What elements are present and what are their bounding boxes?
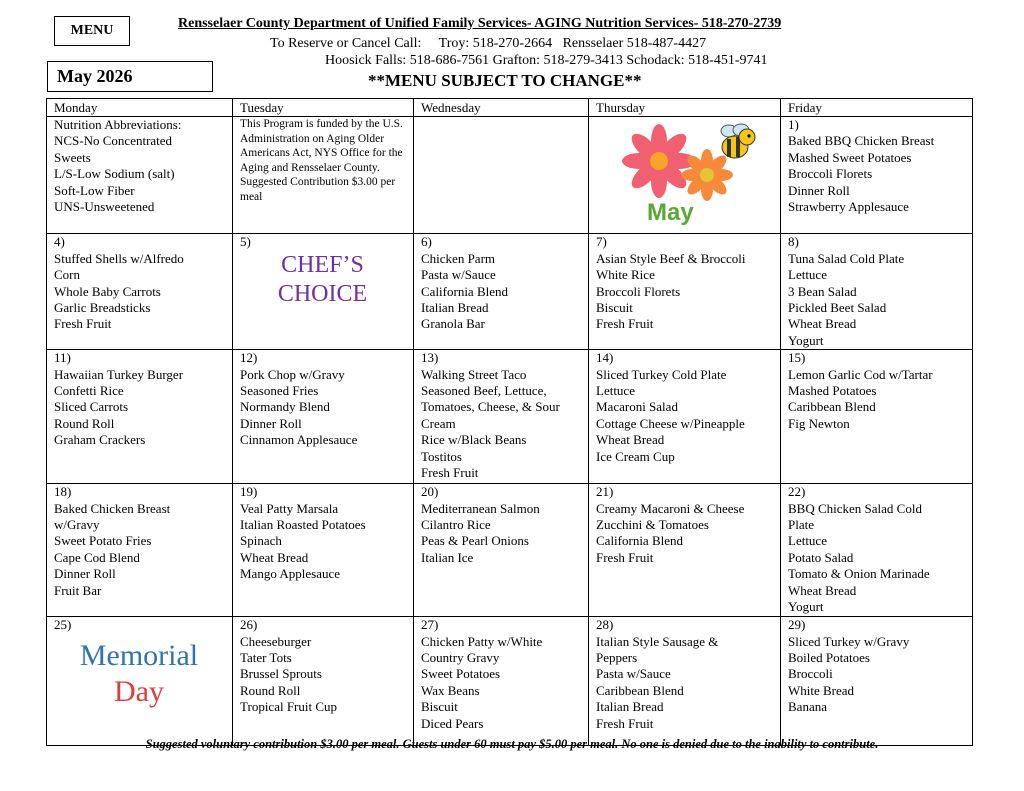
menu-item: Round Roll <box>240 682 301 698</box>
menu-item: Baked BBQ Chicken Breast <box>788 133 935 149</box>
day-cell-1 <box>781 117 973 234</box>
day-number: 20) <box>421 484 439 500</box>
day-number: 13) <box>421 350 439 366</box>
menu-item: Italian Bread <box>596 699 664 715</box>
menu-item: Ice Cream Cup <box>596 448 675 464</box>
abbreviations-cell <box>47 117 233 234</box>
menu-item: Hawaiian Turkey Burger <box>54 366 184 382</box>
menu-item: w/Gravy <box>54 517 100 533</box>
menu-item: Wheat Bread <box>596 432 665 448</box>
day-cell-14 <box>589 350 781 484</box>
menu-item: Cheeseburger <box>240 633 312 649</box>
menu-item: Graham Crackers <box>54 432 146 448</box>
menu-item: Country Gravy <box>421 650 500 666</box>
chefs-choice-line-2: CHOICE <box>277 280 368 307</box>
menu-label: MENU <box>70 23 114 38</box>
menu-item: Rice w/Black Beans <box>421 432 527 448</box>
month-title: May 2026 <box>57 66 133 86</box>
day-cell-27 <box>414 617 589 746</box>
menu-item: Pickled Beet Salad <box>788 300 887 316</box>
may-art-text: May <box>647 199 694 226</box>
site-phones: Hoosick Falls: 518-686-7561 Grafton: 518-279-3413 Schodack: 518-451-9741 <box>325 53 768 68</box>
day-header-monday: Monday <box>47 99 233 117</box>
menu-item: Tuna Salad Cold Plate <box>788 250 905 266</box>
menu-item: Fig Newton <box>788 415 850 431</box>
menu-item: Lettuce <box>788 533 827 549</box>
menu-item: Dinner Roll <box>54 566 116 582</box>
day-cell-7 <box>589 234 781 350</box>
menu-item: Lettuce <box>596 383 635 399</box>
menu-item: Sweet Potatoes <box>421 666 501 682</box>
menu-item: Plate <box>788 517 814 533</box>
menu-item: Baked Chicken Breast <box>54 500 171 516</box>
day-cell-4 <box>47 234 233 350</box>
empty-cell <box>414 117 589 234</box>
menu-item: Yogurt <box>788 599 824 615</box>
day-cell-29 <box>781 617 973 746</box>
menu-calendar <box>46 98 973 746</box>
menu-item: Dinner Roll <box>240 415 302 431</box>
menu-item: Cape Cod Blend <box>54 549 140 565</box>
menu-item: Round Roll <box>54 415 115 431</box>
menu-item: Seasoned Fries <box>240 383 319 399</box>
menu-item: UNS-Unsweetened <box>54 199 155 215</box>
menu-item: Lettuce <box>788 267 827 283</box>
menu-item: Wheat Bread <box>788 582 857 598</box>
day-cell-11 <box>47 350 233 484</box>
menu-item: Tater Tots <box>240 650 292 666</box>
menu-item: Granola Bar <box>421 316 485 332</box>
menu-item: California Blend <box>421 283 509 299</box>
menu-item: Fresh Fruit <box>596 549 654 565</box>
menu-item: Potato Salad <box>788 549 854 565</box>
menu-item: Veal Patty Marsala <box>240 500 339 516</box>
menu-item: Caribbean Blend <box>596 682 684 698</box>
day-number: 28) <box>596 617 614 633</box>
day-number: 27) <box>421 617 439 633</box>
menu-item: Seasoned Beef, Lettuce, <box>421 383 547 399</box>
menu-item: Sliced Turkey Cold Plate <box>596 366 727 382</box>
day-cell-25 <box>47 617 233 746</box>
menu-item: Mashed Potatoes <box>788 383 877 399</box>
chefs-choice-line-1: CHEF’S <box>281 251 364 278</box>
menu-item: Mediterranean Salmon <box>421 500 540 516</box>
menu-item: Confetti Rice <box>54 383 124 399</box>
day-cell-5 <box>233 234 414 350</box>
menu-item: California Blend <box>596 533 684 549</box>
menu-item: Walking Street Taco <box>421 366 527 382</box>
menu-item: Chicken Patty w/White <box>421 633 543 649</box>
day-number: 21) <box>596 484 614 500</box>
menu-item: Brussel Sprouts <box>240 666 322 682</box>
menu-item: Biscuit <box>421 699 458 715</box>
day-number: 29) <box>788 617 806 633</box>
menu-item: Broccoli Florets <box>596 283 681 299</box>
menu-item: Yogurt <box>788 332 824 348</box>
menu-item: Pork Chop w/Gravy <box>240 366 345 382</box>
menu-item: Caribbean Blend <box>788 399 876 415</box>
day-number: 15) <box>788 350 806 366</box>
menu-item: Cilantro Rice <box>421 517 491 533</box>
day-number: 26) <box>240 617 258 633</box>
day-cell-19 <box>233 484 414 617</box>
day-number: 8) <box>788 234 799 250</box>
menu-item: Chicken Parm <box>421 250 496 266</box>
day-number-5: 5) <box>240 234 251 250</box>
day-number: 11) <box>54 350 71 366</box>
flower-icon <box>681 149 733 201</box>
menu-item: White Rice <box>596 267 655 283</box>
menu-item: Fruit Bar <box>54 582 102 598</box>
menu-item: 3 Bean Salad <box>788 283 857 299</box>
menu-item: Mashed Sweet Potatoes <box>788 149 912 165</box>
menu-item: L/S-Low Sodium (salt) <box>54 166 175 182</box>
menu-item: Fresh Fruit <box>596 715 654 731</box>
menu-item: Fresh Fruit <box>596 316 654 332</box>
menu-item: Italian Style Sausage & <box>596 633 719 649</box>
menu-item: Wheat Bread <box>240 549 309 565</box>
menu-item: Boiled Potatoes <box>788 650 870 666</box>
flower-icon <box>622 124 696 198</box>
menu-item: Broccoli Florets <box>788 166 873 182</box>
menu-item: Peas & Pearl Onions <box>421 533 529 549</box>
menu-item: Creamy Macaroni & Cheese <box>596 500 745 516</box>
menu-item: Pasta w/Sauce <box>421 267 496 283</box>
day-header-wednesday: Wednesday <box>414 99 589 117</box>
menu-item: Sweet Potato Fries <box>54 533 152 549</box>
month-title-box <box>47 61 213 92</box>
contribution-footer: Suggested voluntary contribution $3.00 per meal. Guests under 60 must pay $5.00 per meal. No one is denied due to the inability to contribute. <box>145 737 879 751</box>
day-cell-13 <box>414 350 589 484</box>
menu-item: Corn <box>54 267 80 283</box>
day-cell-26 <box>233 617 414 746</box>
day-number: 4) <box>54 234 65 250</box>
menu-item: Biscuit <box>596 300 633 316</box>
menu-subject-notice: **MENU SUBJECT TO CHANGE** <box>368 71 642 90</box>
menu-item: Normandy Blend <box>240 399 330 415</box>
funding-note: This Program is funded by the U.S. Administration on Aging Older Americans Act, NYS Office for the Aging and Rensselaer County. Suggested Contribution $3.00 per meal <box>240 118 403 203</box>
day-number: 6) <box>421 234 432 250</box>
menu-item: Asian Style Beef & Broccoli <box>596 250 746 266</box>
menu-item: Dinner Roll <box>788 182 850 198</box>
menu-item: Zucchini & Tomatoes <box>596 517 709 533</box>
menu-item: Lemon Garlic Cod w/Tartar <box>788 366 933 382</box>
funding-note-cell <box>233 117 414 234</box>
menu-item: Stuffed Shells w/Alfredo <box>54 250 184 266</box>
menu-item: NCS-No Concentrated <box>54 133 173 149</box>
day-header-friday: Friday <box>781 99 973 117</box>
day-number: 14) <box>596 350 614 366</box>
menu-item: Strawberry Applesauce <box>788 199 909 215</box>
may-artwork-cell <box>589 117 781 234</box>
menu-item: Whole Baby Carrots <box>54 283 161 299</box>
menu-item: Garlic Breadsticks <box>54 300 151 316</box>
memorial-day-line-1: Memorial <box>79 638 199 672</box>
menu-item: Tostitos <box>421 448 462 464</box>
day-header-thursday: Thursday <box>589 99 781 117</box>
menu-item: Fresh Fruit <box>421 465 479 481</box>
menu-item: Nutrition Abbreviations: <box>54 117 182 132</box>
menu-item: Italian Roasted Potatoes <box>240 517 366 533</box>
menu-item: Italian Ice <box>421 549 474 565</box>
may-flowers-bee-image <box>589 117 779 229</box>
day-cell-12 <box>233 350 414 484</box>
day-number: 18) <box>54 484 72 500</box>
menu-item: BBQ Chicken Salad Cold <box>788 500 922 516</box>
day-cell-6 <box>414 234 589 350</box>
day-header-tuesday: Tuesday <box>233 99 414 117</box>
memorial-day-line-2: Day <box>114 674 164 708</box>
menu-item: Wax Beans <box>421 682 480 698</box>
day-cell-8 <box>781 234 973 350</box>
menu-item: Peppers <box>596 650 638 666</box>
reservation-phones: To Reserve or Cancel Call: Troy: 518-270-2664 Rensselaer 518-487-4427 <box>270 36 707 51</box>
menu-item: Sliced Carrots <box>54 399 129 415</box>
menu-item: Fresh Fruit <box>54 316 112 332</box>
day-number: 7) <box>596 234 607 250</box>
menu-item: Pasta w/Sauce <box>596 666 671 682</box>
menu-item: Macaroni Salad <box>596 399 678 415</box>
menu-item: Sweets <box>54 149 91 165</box>
menu-label-box <box>54 16 130 46</box>
menu-item: White Bread <box>788 682 855 698</box>
menu-item: Mango Applesauce <box>240 566 341 582</box>
day-cell-28 <box>589 617 781 746</box>
day-cell-20 <box>414 484 589 617</box>
menu-item: Soft-Low Fiber <box>54 182 135 198</box>
day-number: 12) <box>240 350 258 366</box>
menu-item: Tropical Fruit Cup <box>240 699 338 715</box>
day-cell-22 <box>781 484 973 617</box>
day-number: 19) <box>240 484 258 500</box>
day-cell-15 <box>781 350 973 484</box>
menu-item: Cottage Cheese w/Pineapple <box>596 415 745 431</box>
menu-item: Tomato & Onion Marinade <box>788 566 930 582</box>
day-number-25: 25) <box>54 617 72 633</box>
day-cell-21 <box>589 484 781 617</box>
menu-item: Broccoli <box>788 666 833 682</box>
menu-item: Tomatoes, Cheese, & Sour <box>421 399 560 415</box>
menu-item: Spinach <box>240 533 282 549</box>
menu-item: Italian Bread <box>421 300 489 316</box>
day-number: 22) <box>788 484 806 500</box>
organization-title: Rensselaer County Department of Unified Family Services- AGING Nutrition Services- 518-270-2739 <box>178 16 782 31</box>
bee-icon <box>721 124 755 158</box>
menu-item: Diced Pears <box>421 715 484 731</box>
menu-item: Cinnamon Applesauce <box>240 432 358 448</box>
day-number: 1) <box>788 117 799 132</box>
menu-item: Cream <box>421 415 456 431</box>
menu-item: Sliced Turkey w/Gravy <box>788 633 910 649</box>
day-cell-18 <box>47 484 233 617</box>
menu-item: Wheat Bread <box>788 316 857 332</box>
menu-item: Banana <box>788 699 827 715</box>
